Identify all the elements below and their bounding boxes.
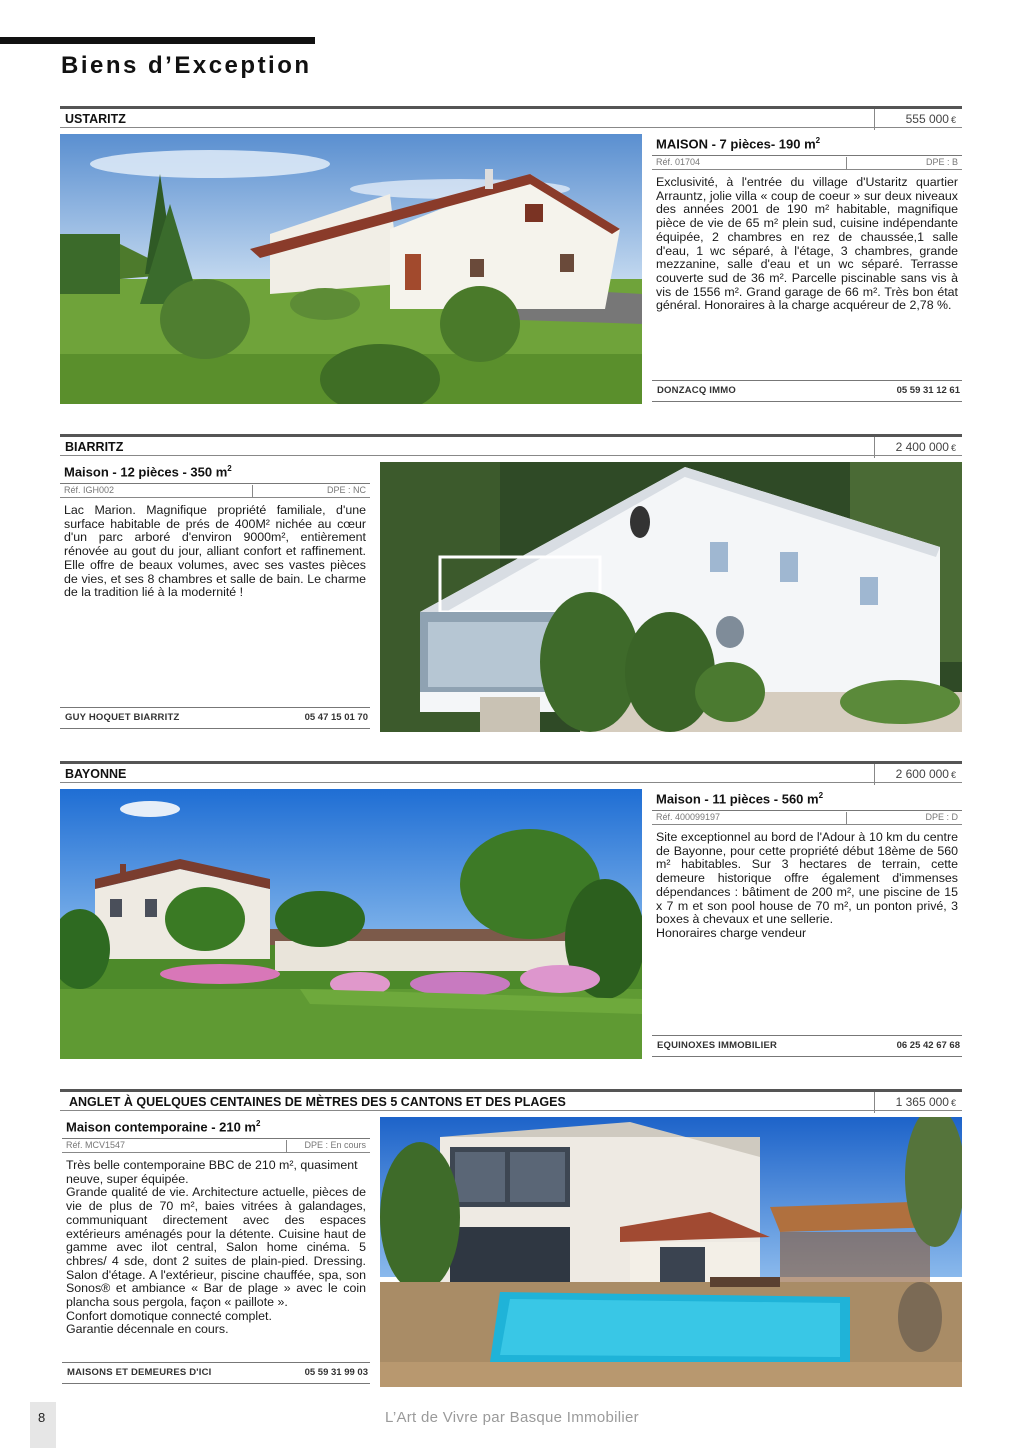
listing-details	[62, 1117, 370, 1387]
description	[656, 176, 958, 313]
area-exponent: 2	[815, 136, 821, 145]
property-type-text: Maison - 12 pièces - 350 m	[64, 464, 228, 480]
listing-city: ANGLET À QUELQUES CENTAINES DE MÈTRES DES 5 CANTONS ET DES PLAGES	[69, 1095, 566, 1109]
price-value: 1 365 000	[895, 1095, 949, 1109]
description	[66, 1159, 366, 1337]
currency-symbol: €	[950, 115, 956, 125]
reference-line	[60, 484, 370, 498]
description-text-2: Grande qualité de vie. Architecture actuelle, pièces de vie de plus de 70 m², baies vitrées à galandages, communiquant directement avec des espaces extérieurs aménagés pour la détente. Cuisine haut de gamme avec ilot central, Salon home cinéma. 5 chbres/ 4 sde, dont 2 suites de plain-pied. Dressing. Salon d'étage. A l'extérieur, piscine chauffée, spa, son Sonos® et ambiance « Bar de plage » avec le coin plancha sous pergola, façon « paillote ».	[66, 1185, 366, 1310]
currency-symbol: €	[950, 443, 956, 453]
listing-photo	[380, 1117, 962, 1387]
reference: Réf. IGH002	[64, 485, 115, 495]
listing-price	[874, 109, 962, 130]
agency-phone: 05 59 31 99 03	[304, 1367, 368, 1378]
property-type-text: Maison - 11 pièces - 560 m	[656, 791, 819, 807]
page-title: Biens d’Exception	[61, 52, 312, 79]
listing-photo	[60, 789, 642, 1059]
top-rule	[0, 37, 315, 44]
area-exponent: 2	[227, 464, 232, 473]
listing-anglet	[60, 1089, 962, 1387]
agency-line	[60, 707, 370, 729]
listing-header	[60, 1089, 962, 1111]
description-text: Site exceptionnel au bord de l'Adour à 10 km du centre de Bayonne, pour cette propriété début 18ème de 560 m² habitables. Sur 3 hectares de terrain, cette demeure historique offre également d'immenses dépendances : bâtiment de 200 m², une piscine de 15 x 7 m et son pool house de 70 m², un ponton privé, 3 boxes à chevaux et une sellerie.	[656, 830, 958, 927]
reference-line	[652, 156, 962, 170]
property-type-text: Maison contemporaine - 210 m	[66, 1119, 256, 1135]
description-text: Exclusivité, à l'entrée du village d'Ustaritz quartier Arrauntz, jolie villa « coup de coeur » sur deux niveaux des années 2001 de 190 m² habitable, magnifique pièce de vie de 65 m² plein sud, cuisine indépendante équipée, 2 chambres en rez de chaussée,1 salle d'eau, 1 wc séparé, à l'étage, 3 chambres, grande mezzanine, salle d'eau et un wc séparé. Terrasse couverte sud de 36 m². Parcelle piscinable sans vis à vis de 1556 m². Grand garage de 66 m². Très bon état général. Honoraires à la charge acquéreur de 2,78 %.	[656, 175, 958, 313]
listing-bayonne	[60, 761, 962, 1059]
listing-biarritz	[60, 434, 962, 732]
area-exponent: 2	[818, 791, 824, 800]
listing-details	[60, 462, 370, 732]
description-text-3: Confort domotique connecté complet.	[66, 1308, 272, 1323]
agency-name: GUY HOQUET BIARRITZ	[65, 712, 180, 723]
description	[64, 504, 366, 600]
dpe-rating: DPE : En cours	[286, 1140, 366, 1153]
reference: Réf. 01704	[656, 157, 701, 167]
property-type	[652, 134, 962, 156]
agency-line	[652, 380, 962, 402]
listing-price	[874, 1092, 962, 1113]
reference: Réf. MCV1547	[66, 1140, 126, 1150]
listing-details	[652, 789, 962, 1059]
dpe-rating: DPE : B	[846, 157, 958, 170]
description-text: Lac Marion. Magnifique propriété familiale, d'une surface habitable de prés de 400M² nichée au cœur d'un parc arboré d'environ 9000m², entièrement rénovée au gout du jour, alliant confort et raffinement. Elle offre de beaux volumes, avec ses vastes pièces de vies, et ses 8 chambres et salle de bain. Le charme de la tradition lié à la modernité !	[64, 503, 366, 600]
listing-header	[60, 106, 962, 128]
footer-tagline: L’Art de Vivre par Basque Immobilier	[385, 1409, 639, 1426]
page-number: 8	[38, 1410, 46, 1425]
property-type	[652, 789, 962, 811]
property-type	[62, 1117, 370, 1139]
dpe-rating: DPE : D	[846, 812, 958, 825]
description	[656, 831, 958, 941]
property-type	[60, 462, 370, 484]
description-text-4: Garantie décennale en cours.	[66, 1322, 229, 1337]
description-text: Très belle contemporaine BBC de 210 m², quasiment neuve, super équipée.	[66, 1158, 358, 1186]
reference-line	[652, 811, 962, 825]
dpe-rating: DPE : NC	[252, 485, 366, 498]
listing-photo	[60, 134, 642, 404]
currency-symbol: €	[950, 770, 956, 780]
agency-line	[62, 1362, 370, 1384]
agency-name: EQUINOXES IMMOBILIER	[657, 1040, 778, 1051]
reference-line	[62, 1139, 370, 1153]
agency-line	[652, 1035, 962, 1057]
description-fees: Honoraires charge vendeur	[656, 925, 807, 940]
agency-name: DONZACQ IMMO	[657, 385, 736, 396]
listing-header	[60, 761, 962, 783]
listing-price	[874, 437, 962, 458]
listing-ustaritz	[60, 106, 962, 404]
area-exponent: 2	[256, 1119, 261, 1128]
reference: Réf. 400099197	[656, 812, 721, 822]
listing-city: BAYONNE	[65, 767, 127, 781]
listing-city: USTARITZ	[65, 112, 126, 126]
listing-price	[874, 764, 962, 785]
listing-city: BIARRITZ	[65, 440, 124, 454]
agency-name: MAISONS ET DEMEURES D'ICI	[67, 1367, 212, 1378]
agency-phone: 06 25 42 67 68	[896, 1040, 960, 1051]
property-type-text: MAISON - 7 pièces- 190 m	[656, 136, 816, 152]
price-value: 2 600 000	[895, 767, 949, 781]
listing-photo	[380, 462, 962, 732]
price-value: 2 400 000	[895, 440, 949, 454]
currency-symbol: €	[950, 1098, 956, 1108]
agency-phone: 05 59 31 12 61	[896, 385, 960, 396]
agency-phone: 05 47 15 01 70	[304, 712, 368, 723]
price-value: 555 000	[905, 112, 949, 126]
listing-header	[60, 434, 962, 456]
listing-details	[652, 134, 962, 404]
